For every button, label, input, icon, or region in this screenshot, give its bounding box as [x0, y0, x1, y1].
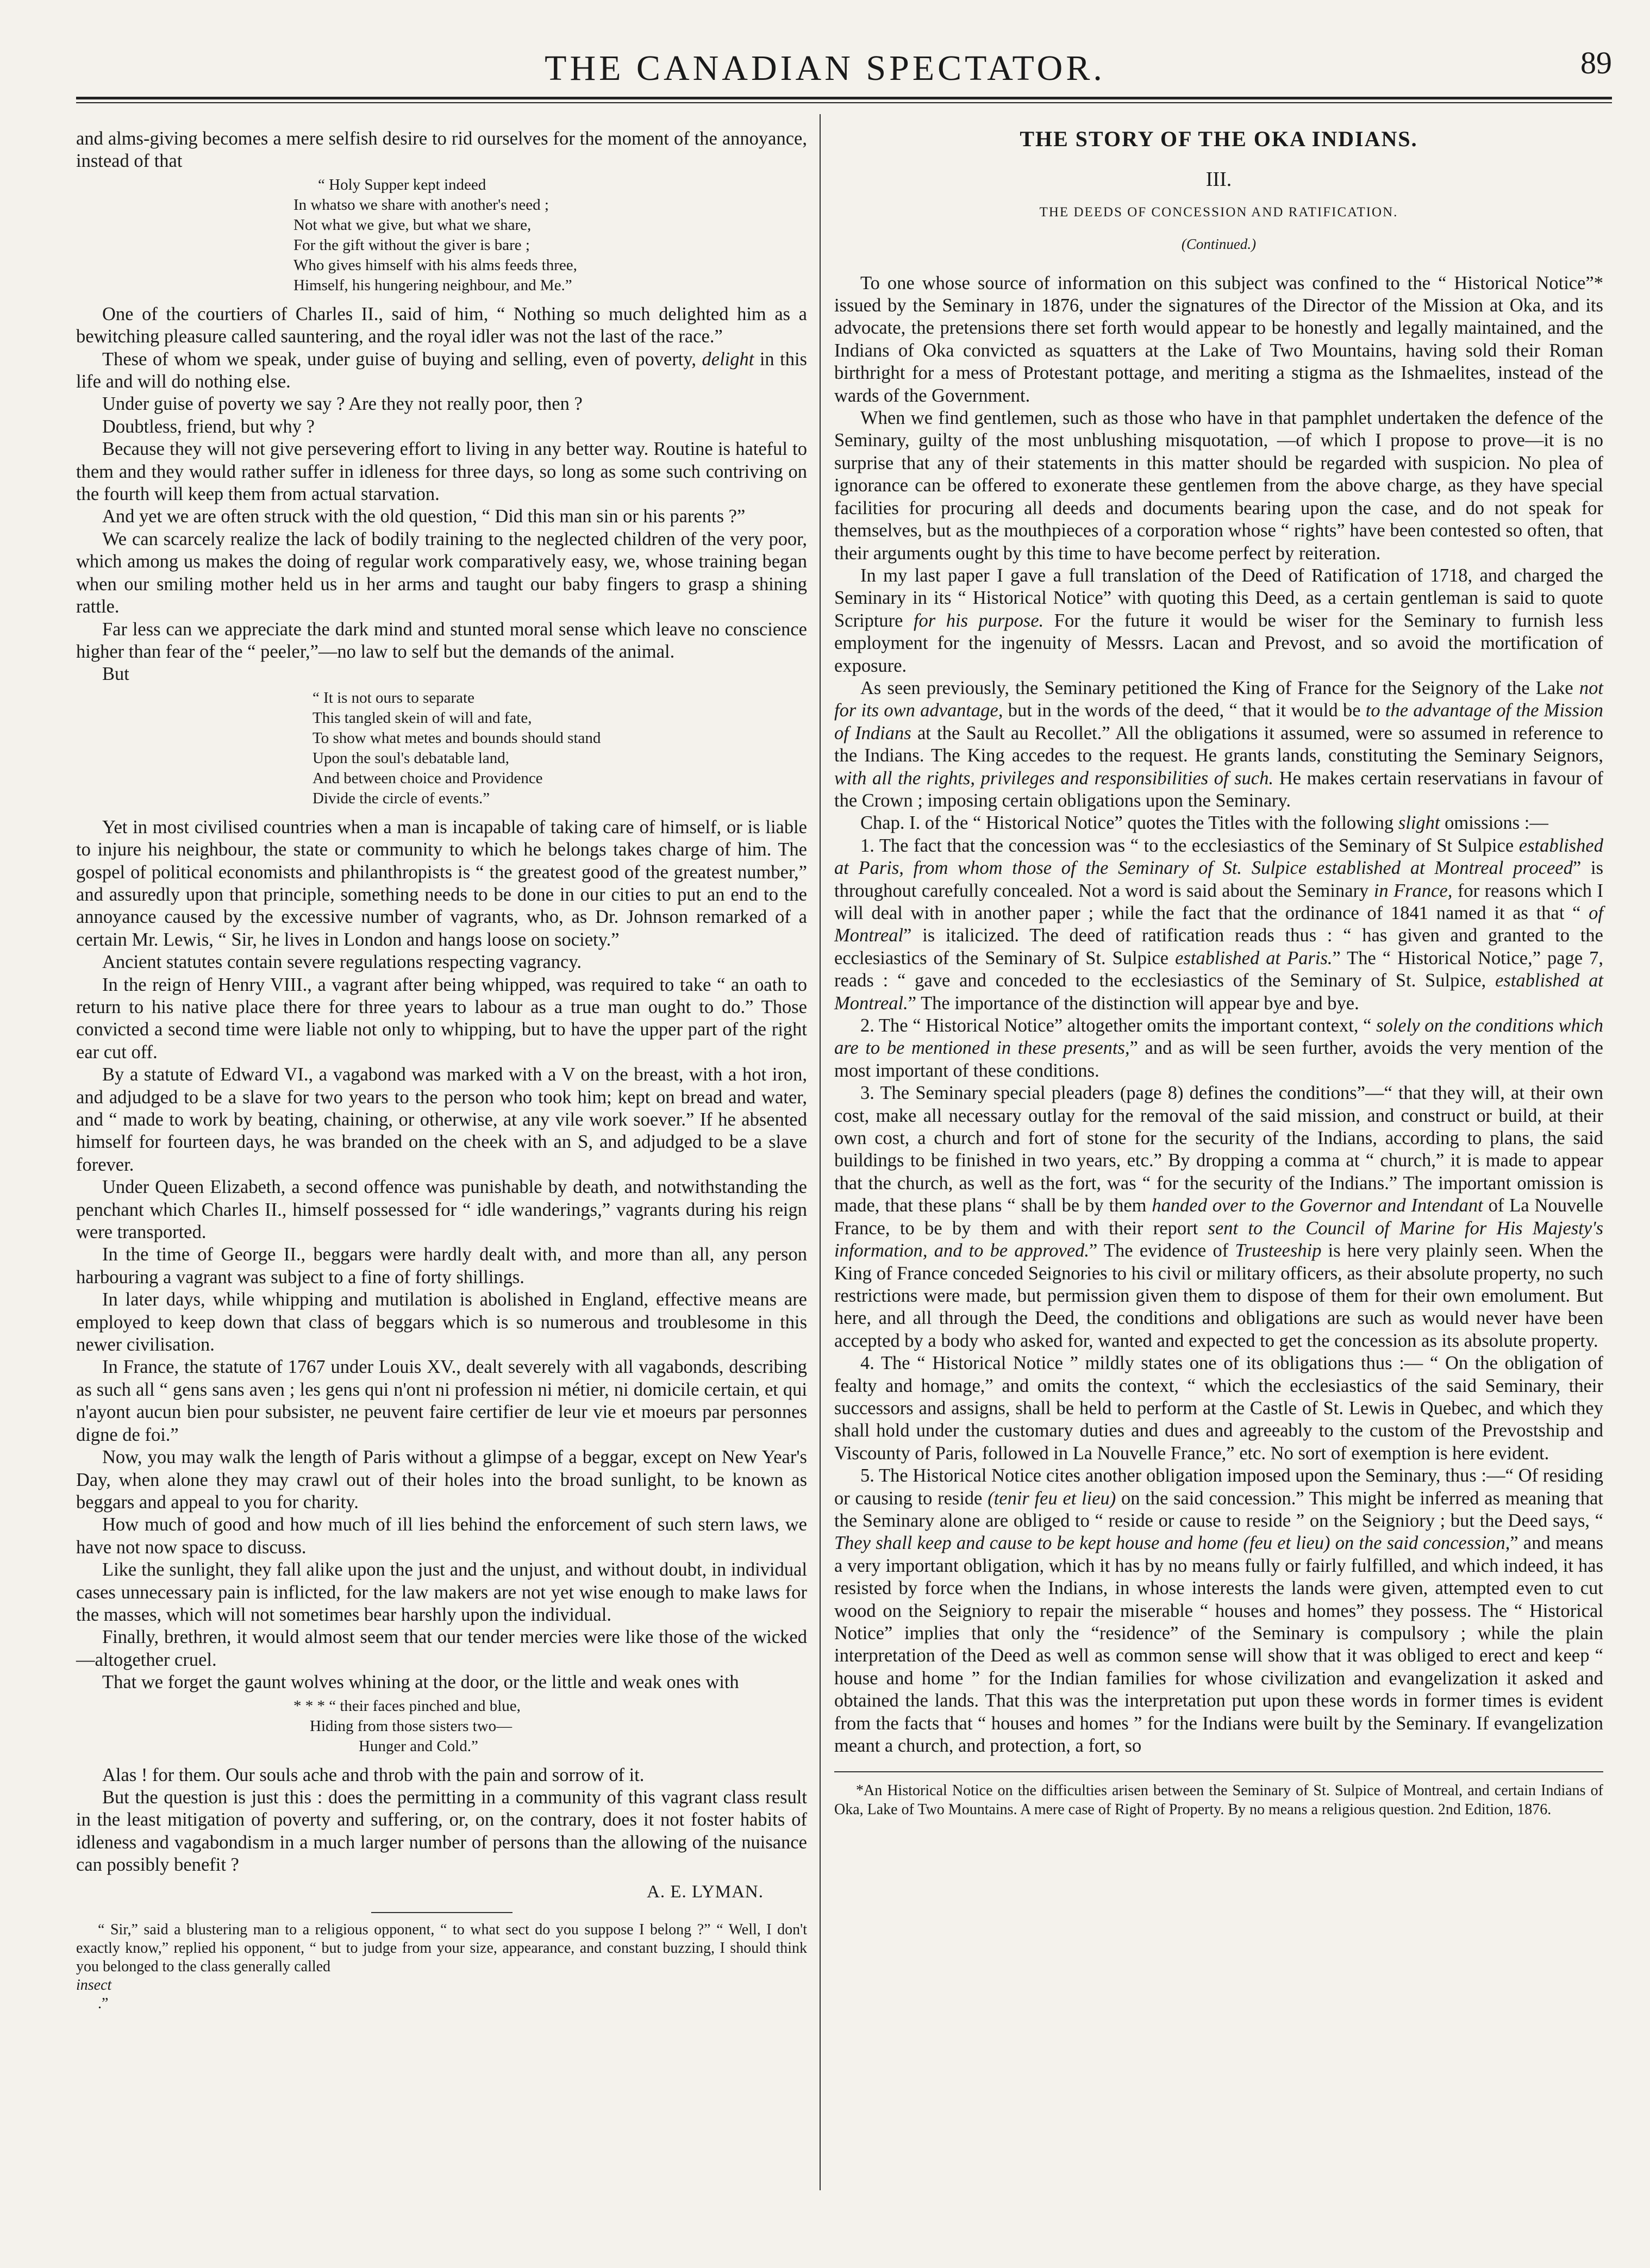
paragraph: Under Queen Elizabeth, a second offence was punishable by death, and notwithstanding the penchant which Charles II., himself possessed for “ idle wanderings,” vagrants during his reign were transported. — [76, 1177, 807, 1243]
paragraph: As seen previously, the Seminary petitioned the King of France for the Seignory of the Lake not for its own advantage, but in the words of the deed, “ that it would be to the advantage of the Mission of Indians at the Sault au Recollet.” All the obligations it assumed, were so assumed in reference to the Indians. The King accedes to the request. He grants lands, constituting the Seminary Seignors, with all the rights, privileges and responsibilities of such. He makes certain reservatians in favour of the Crown ; imposing certain obligations upon the Seminary. — [834, 677, 1604, 811]
article-part-number: III. — [1205, 168, 1232, 191]
paragraph: 3. The Seminary special pleaders (page 8) defines the conditions”—“ that they will, at their own cost, make all necessary outlay for the removal of the said mission, and construct or build, at their own cost, a church and fort of stone for the security of the Indians, according to plans, the said buildings to be finished in two years, etc.” By dropping a comma at “ church,” it is made to appear that the church, as well as the fort, was “ for the security of the Indians.” The important omission is made, that these plans “ shall be by them handed over to the Governor and Intendant of La Nouvelle France, to be by them and with their report sent to the Council of Marine for His Majesty's information, and to be approved.” The evidence of Trusteeship is here very plainly seen. When the King of France conceded Seignories to his civil or military officers, as their absolute property, no such restrictions were made, but permission given them to dispose of them for their own emolument. But here, and all through the Deed, the conditions and obligations are such as would never have been accepted by a body who asked for, wanted and expected to get the concession as its absolute property. — [834, 1083, 1603, 1351]
paragraph: In my last paper I gave a full translation of the Deed of Ratification of 1718, and charged the Seminary in its “ Historical Notice” with quoting this Deed, as a certain gentleman is said to quote Scripture for his purpose. For the future it would be wiser for the Seminary to furnish less employment for the ingenuity of Messrs. Lacan and Prevost, and so avoid the mortification of exposure. — [834, 565, 1603, 676]
paragraph: Doubtless, friend, but why ? — [102, 416, 315, 437]
poem-line: “ It is not ours to separate — [312, 689, 474, 707]
continued-note: (Continued.) — [1181, 236, 1257, 253]
poem-line: Upon the soul's debatable land, — [312, 749, 510, 767]
paragraph: By a statute of Edward VI., a vagabond was marked with a V on the breast, with a hot iron, and adjudged to be a slave for two years to the person who took him; kept on bread and water, and “ made to work by beating, chaining, or otherwise, at any vile work soever.” If he absented himself for fourteen days, he was branded on the cheek with an S, and adjudged to be a slave forever. — [76, 1064, 807, 1175]
paragraph: In the reign of Henry VIII., a vagrant after being whipped, was required to take “ an oath to return to his native place there for three years to labour as a true man ought to do.” Those convicted a second time were liable not only to whipping, but to have the upper part of the right ear cut off. — [76, 974, 807, 1063]
paragraph: Yet in most civilised countries when a man is incapable of taking care of himself, or is liable to injure his neighbour, the state or community to which he belongs takes charge of him. The gospel of political economists and philanthropists is “ the greatest good of the greatest number,” and assuredly upon that principle, something needs to be done in our cities to put an end to the annoyance caused by the excessive number of vagrants, who, as Dr. Johnson remarked of a certain Mr. Lewis, “ Sir, he lives in London and hangs loose on society.” — [76, 816, 807, 950]
paragraph: In France, the statute of 1767 under Louis XV., dealt severely with all vagabonds, describing as such all “ gens sans aven ; les gens qui n'ont ni profession ni métier, ni domicile certain, et qui n'ayont aucun bien pour subsister, ne peuvent faire certifier de leur vie et moeurs par personnes digne de foi.” — [76, 1357, 807, 1445]
paragraph: That we forget the gaunt wolves whining at the door, or the little and weak ones with — [102, 1672, 739, 1693]
paragraph: 5. The Historical Notice cites another obligation imposed upon the Seminary, thus :—“ Of residing or causing to reside (tenir feu et lieu) on the said concession.” This might be inferred as meaning that the Seminary alone are obliged to “ reside or cause to reside ” on the Seigniory ; but the Deed says, “ They shall keep and cause to be kept house and home (feu et lieu) on the said concession,” and means a very important obligation, which it has by no means fully or fairly fulfilled, and which indeed, it has resisted by force when the Indians, in whose interests the lands were given, attempted even to cut wood on the Seigniory to repair the miserable “ houses and homes” they possess. The “ Historical Notice” implies that only the “residence” of the Seminary is compulsory ; while the plain interpretation of the Deed as well as common sense will show that it was obliged to erect and keep “ house and home ” for the Indian families for whose civilization and evangelization it asked and obtained the lands. That this was the interpretation put upon these words in former times is evident from the facts that “ houses and homes ” for the Indians were built by the Seminary. If evangelization meant a church, and protection, a fort, so — [834, 1465, 1604, 1757]
article-section-heading: THE DEEDS OF CONCESSION AND RATIFICATION. — [1039, 204, 1398, 220]
paragraph: Like the sunlight, they fall alike upon the just and the unjust, and without doubt, in individual cases unnecessary pain is inflicted, for the law makers are not yet wise enough to make laws for the masses, which will not sometimes bear harshly upon the individual. — [76, 1559, 807, 1625]
poem-line: * * * “ their faces pinched and blue, — [293, 1697, 521, 1715]
paragraph: In the time of George II., beggars were hardly dealt with, and more than all, any person harbouring a vagrant was subject to a fine of forty shillings. — [76, 1244, 807, 1288]
paragraph: One of the courtiers of Charles II., said of him, “ Nothing so much delighted him as a bewitching pleasure called sauntering, and the royal idler was not the last of the race.” — [76, 303, 807, 347]
poem-line: For the gift without the giver is bare ; — [293, 236, 530, 254]
paragraph: Far less can we appreciate the dark mind and stunted moral sense which leave no conscience higher than fear of the “ peeler,”—no law to self but the demands of the animal. — [76, 618, 807, 662]
paragraph: We can scarcely realize the lack of bodily training to the neglected children of the very poor, which among us makes the doing of regular work comparatively easy, we, whose training began when our smiling mother held us in her arms and taught our baby fingers to grasp a shining rattle. — [76, 528, 807, 617]
paragraph: 2. The “ Historical Notice” altogether omits the important context, “ solely on the conditions which are to be mentioned in these presents,” and as will be seen further, avoids the very mention of the most important of these conditions. — [834, 1015, 1603, 1081]
publication-title: THE CANADIAN SPECTATOR. — [545, 48, 1105, 88]
right-column — [834, 128, 1603, 1819]
anecdote: “ Sir,” said a blustering man to a religious opponent, “ to what sect do you suppose I belong ?” “ Well, I don't exactly know,” replied his opponent, “ but to judge from your size, appearance, and constant buzzing, I should think you belonged to the class generally called insect .” — [76, 1921, 807, 2012]
left-column — [76, 128, 807, 2013]
poem-line: In whatso we share with another's need ; — [293, 196, 549, 214]
paragraph: When we find gentlemen, such as those who have in that pamphlet undertaken the defence of the Seminary, guilty of the most unblushing misquotation, —of which I propose to prove—it is no surprise that any of their statements in this matter should be regarded with suspicion. No plea of ignorance can be offered to exonerate these gentlemen from the above charge, as they have special facilities for procuring all deeds and documents bearing upon the case, and do not speak for themselves, but as the mouthpieces of a corporation whose “ rights” have been contested so often, that their arguments ought by this time to have become perfect by reiteration. — [834, 408, 1603, 564]
poem-line: Who gives himself with his alms feeds three, — [293, 256, 577, 274]
footnote: *An Historical Notice on the difficulties arisen between the Seminary of St. Sulpice of Montreal, and certain Indians of Oka, Lake of Two Mountains. A mere case of Right of Property. By no means a religious question. 2nd Edition, 1876. — [834, 1782, 1603, 1819]
paragraph: Now, you may walk the length of Paris without a glimpse of a beggar, except on New Year's Day, when alone they may crawl out of their holes into the broad sunlight, to be known as beggars and appeal to you for charity. — [76, 1447, 807, 1513]
poem-line: Not what we give, but what we share, — [293, 216, 532, 234]
masthead-rule — [76, 97, 1612, 99]
poem-line: “ Holy Supper kept indeed — [318, 176, 486, 193]
paragraph: Because they will not give persevering effort to living in any better way. Routine is hateful to them and they would rather suffer in idleness for three days, so long as some such contriving on the fourth will keep them from actual starvation. — [76, 439, 807, 505]
paragraph: Finally, brethren, it would almost seem that our tender mercies were like those of the wicked—altogether cruel. — [76, 1627, 807, 1670]
paragraph: In later days, while whipping and mutilation is abolished in England, effective means are employed to keep down that class of beggars which is so numerous and troublesome in this newer civilisation. — [76, 1289, 807, 1355]
paragraph: and alms-giving becomes a mere selfish desire to rid ourselves for the moment of the annoyance, instead of that — [76, 128, 807, 172]
author-signature: A. E. LYMAN. — [647, 1882, 764, 1902]
separator-rule — [371, 1912, 512, 1913]
poem-hunger-cold — [76, 1696, 807, 1757]
paragraph: Chap. I. of the “ Historical Notice” quotes the Titles with the following slight omissions :— — [860, 813, 1548, 834]
footnote-rule — [834, 1771, 1603, 1772]
article-title: THE STORY OF THE OKA INDIANS. — [1020, 127, 1418, 151]
poem-line: Divide the circle of events.” — [312, 789, 490, 807]
poem-holy-supper — [76, 175, 807, 296]
masthead-rule-thin — [76, 102, 1612, 103]
column-divider — [820, 114, 821, 2190]
poem-separate — [76, 688, 807, 809]
paragraph: But the question is just this : does the permitting in a community of this vagrant class result in the least mitigation of poverty and suffering, or, on the contrary, does it not foster habits of idleness and vagabondism in a much larger number of persons than the allowing of the nuisance can possibly benefit ? — [76, 1786, 807, 1876]
paragraph: Under guise of poverty we say ? Are they not really poor, then ? — [102, 393, 583, 415]
paragraph: How much of good and how much of ill lies behind the enforcement of such stern laws, we have not now space to discuss. — [76, 1514, 807, 1558]
paragraph: These of whom we speak, under guise of buying and selling, even of poverty, delight in this life and will do nothing else. — [76, 348, 807, 392]
poem-line: And between choice and Providence — [312, 769, 543, 787]
paragraph: 1. The fact that the concession was “ to the ecclesiastics of the Seminary of St Sulpice established at Paris, from whom those of the Seminary of St. Sulpice established at Montreal proceed” is throughout carefully concealed. Not a word is said about the Seminary in France, for reasons which I will deal with in another paper ; while the fact that the ordinance of 1841 named it as that “ of Montreal” is italicized. The deed of ratification reads thus : “ has given and granted to the ecclesiastics of the Seminary of St. Sulpice established at Paris.” The “ Historical Notice,” page 7, reads : “ gave and conceded to the ecclesiastics of the Seminary of St. Sulpice, established at Montreal.” The importance of the distinction will appear bye and bye. — [834, 835, 1604, 1014]
page-number: 89 — [1580, 45, 1612, 80]
paragraph: Alas ! for them. Our souls ache and throb with the pain and sorrow of it. — [102, 1764, 645, 1785]
poem-line: This tangled skein of will and fate, — [312, 709, 532, 727]
paragraph: To one whose source of information on this subject was confined to the “ Historical Notice”* issued by the Seminary in 1876, under the signatures of the Director of the Mission at Oka, and its advocate, the pretensions there set forth would appear to be honestly and legally maintained, and the Indians of Oka convicted as squatters at the Lake of Two Mountains, having sold their Roman birthright for a mess of Protestant pottage, and meriting a stigma as the Ishmaelites, instead of the wards of the Government. — [834, 272, 1603, 406]
masthead — [0, 33, 1650, 103]
poem-line: Hunger and Cold.” — [359, 1737, 478, 1755]
poem-line: Hiding from those sisters two— — [310, 1717, 512, 1735]
paragraph: But — [102, 664, 129, 685]
poem-line: To show what metes and bounds should stand — [312, 729, 601, 747]
paragraph: 4. The “ Historical Notice ” mildly states one of its obligations thus :— “ On the obligation of fealty and homage,” and omits the context, “ which the ecclesiastics of the said Seminary, their successors and assigns, shall be held to perform at the Castle of St. Lewis in Quebec, and which they shall hold under the customary duties and dues and agreeably to the custom of the Prevostship and Viscounty of Paris, followed in La Nouvelle France,” etc. No sort of exemption is here evident. — [834, 1353, 1603, 1464]
paragraph: And yet we are often struck with the old question, “ Did this man sin or his parents ?” — [102, 506, 746, 527]
poem-line: Himself, his hungering neighbour, and Me.” — [293, 276, 572, 294]
paragraph: Ancient statutes contain severe regulations respecting vagrancy. — [102, 952, 582, 973]
